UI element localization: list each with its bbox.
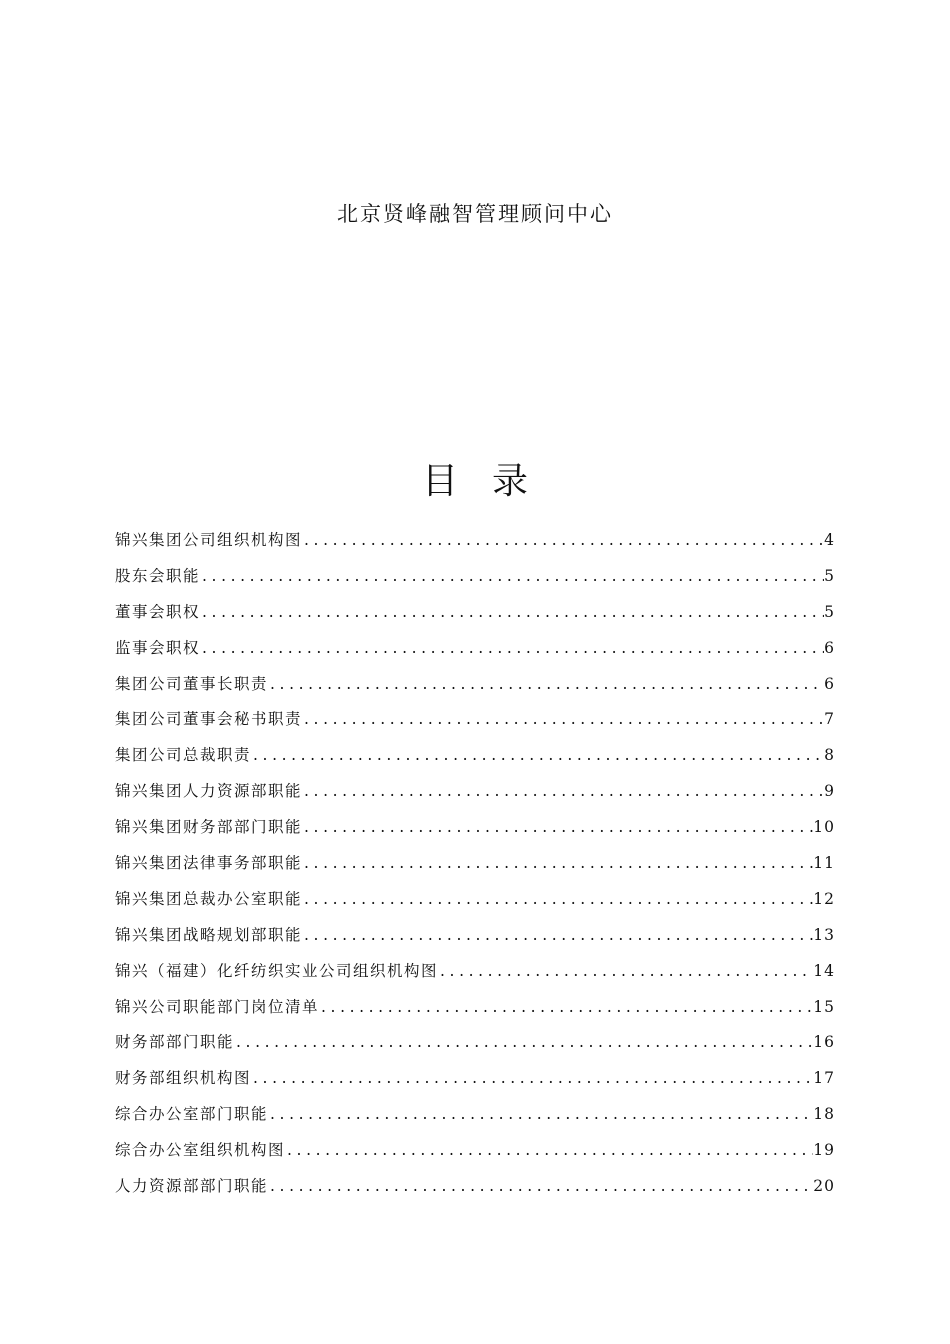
toc-entry[interactable]	[115, 667, 835, 703]
toc-entry-page: 18	[813, 1105, 835, 1124]
organization-name: 北京贤峰融智管理顾问中心	[337, 202, 613, 226]
toc-leader-dots	[268, 667, 824, 703]
toc-entry-page: 5	[824, 566, 835, 585]
toc-entry[interactable]	[115, 1097, 835, 1133]
toc-leader-dots	[302, 774, 824, 810]
toc-leader-dots	[234, 1025, 813, 1061]
toc-entry[interactable]	[115, 559, 835, 595]
toc-leader-dots	[251, 1061, 813, 1097]
toc-leader-dots	[200, 631, 824, 667]
toc-entry-label: 集团公司总裁职责	[115, 746, 252, 765]
toc-entry[interactable]	[115, 882, 835, 918]
toc-leader-dots	[302, 846, 813, 882]
toc-entry[interactable]	[115, 1133, 835, 1169]
toc-entry-page: 7	[824, 710, 835, 729]
toc-entry-label: 锦兴（福建）化纤纺织实业公司组织机构图	[115, 961, 439, 980]
toc-entry-label: 股东会职能	[115, 566, 201, 585]
toc-entry[interactable]	[115, 846, 835, 882]
toc-entry-label: 财务部部门职能	[115, 1033, 235, 1052]
toc-entry-page: 19	[813, 1141, 835, 1160]
toc-entry-page: 11	[813, 854, 835, 873]
toc-entry[interactable]	[115, 918, 835, 954]
toc-leader-dots	[200, 595, 824, 631]
toc-entry[interactable]	[115, 738, 835, 774]
toc-leader-dots	[319, 990, 813, 1026]
toc-entry-label: 综合办公室部门职能	[115, 1105, 269, 1124]
toc-entry-label: 锦兴集团总裁办公室职能	[115, 889, 303, 908]
toc-entry[interactable]	[115, 774, 835, 810]
toc-leader-dots	[251, 738, 824, 774]
toc-leader-dots	[302, 882, 813, 918]
toc-entry[interactable]	[115, 1061, 835, 1097]
toc-entry-page: 16	[813, 1033, 835, 1052]
toc-entry-label: 集团公司董事长职责	[115, 674, 269, 693]
toc-entry[interactable]	[115, 990, 835, 1026]
toc-leader-dots	[302, 810, 813, 846]
toc-entry-label: 董事会职权	[115, 602, 201, 621]
toc-entry-page: 17	[813, 1069, 835, 1088]
toc-leader-dots	[302, 918, 813, 954]
toc-entry-label: 锦兴集团公司组织机构图	[115, 531, 303, 549]
toc-entry-page: 5	[824, 602, 835, 621]
toc-entry-label: 锦兴集团战略规划部职能	[115, 925, 303, 944]
toc-entry-page: 14	[813, 961, 835, 980]
toc-entry-page: 15	[813, 997, 835, 1016]
toc-entry-page: 10	[813, 818, 835, 837]
toc-entry-label: 监事会职权	[115, 638, 201, 657]
toc-leader-dots	[285, 1133, 813, 1169]
toc-entry-label: 锦兴公司职能部门岗位清单	[115, 997, 320, 1016]
toc-entry-label: 财务部组织机构图	[115, 1069, 252, 1088]
toc-entry-label: 锦兴集团人力资源部职能	[115, 782, 303, 801]
toc-leader-dots	[438, 954, 813, 990]
toc-entry-page: 13	[813, 925, 835, 944]
toc-entry-label: 综合办公室组织机构图	[115, 1141, 286, 1160]
toc-entry[interactable]	[115, 810, 835, 846]
toc-entry[interactable]	[115, 1025, 835, 1061]
toc-entry-page: 6	[824, 638, 835, 657]
toc-title: 目录	[421, 461, 562, 502]
toc-entry-page: 20	[813, 1177, 835, 1196]
toc-entry-page: 8	[824, 746, 835, 765]
toc-entry[interactable]	[115, 631, 835, 667]
toc-leader-dots	[302, 702, 824, 738]
toc-entry[interactable]	[115, 954, 835, 990]
toc-entry-label: 人力资源部部门职能	[115, 1177, 269, 1196]
toc-entry-page: 12	[813, 889, 835, 908]
table-of-contents	[115, 523, 835, 1205]
toc-leader-dots	[200, 559, 824, 595]
toc-entry-label: 锦兴集团法律事务部职能	[115, 854, 303, 873]
toc-entry[interactable]	[115, 595, 835, 631]
toc-entry[interactable]	[115, 1169, 835, 1205]
toc-leader-dots	[268, 1169, 813, 1205]
toc-entry-label: 锦兴集团财务部部门职能	[115, 818, 303, 837]
toc-leader-dots	[302, 523, 824, 559]
toc-entry-page: 4	[824, 531, 835, 549]
toc-entry-page: 9	[824, 782, 835, 801]
toc-entry-page: 6	[824, 674, 835, 693]
toc-entry-label: 集团公司董事会秘书职责	[115, 710, 303, 729]
toc-leader-dots	[268, 1097, 813, 1133]
toc-entry[interactable]	[115, 523, 835, 559]
toc-entry[interactable]	[115, 702, 835, 738]
